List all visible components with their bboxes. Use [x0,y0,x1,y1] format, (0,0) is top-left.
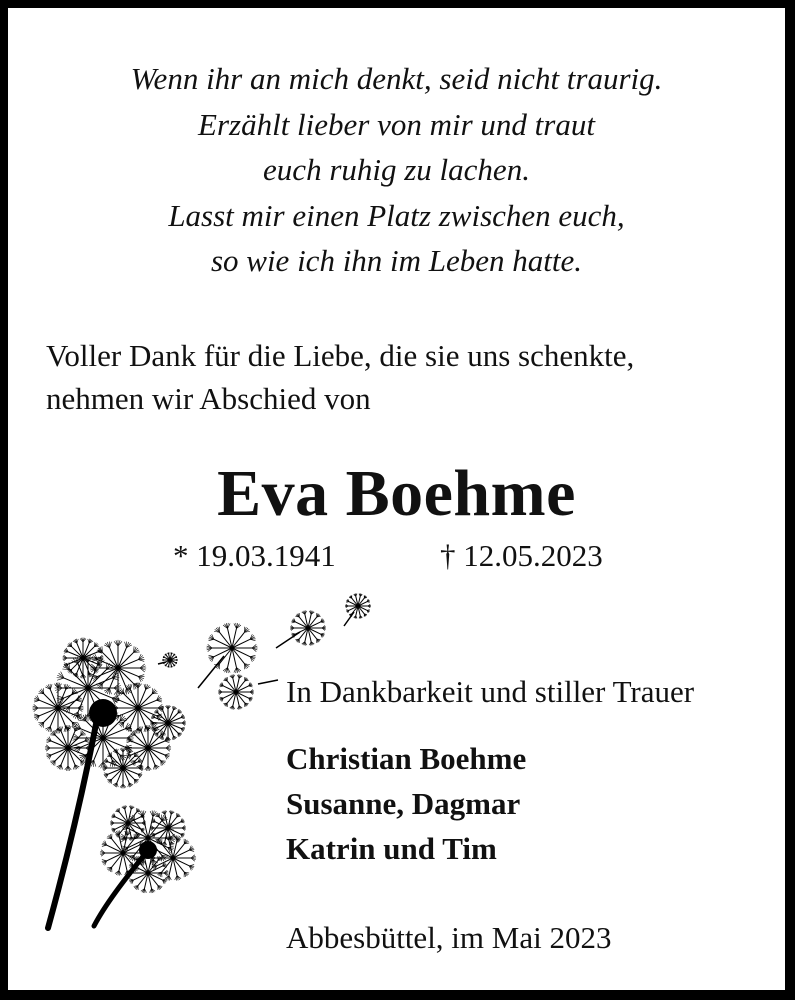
intro-line: Voller Dank für die Liebe, die sie uns schenkte, [46,338,635,373]
mourner-name: Susanne, Dagmar [286,786,521,821]
deceased-name: Eva Boehme [217,457,576,530]
poem-line: Lasst mir einen Platz zwischen euch, [168,197,625,233]
birth-date: * 19.03.1941 [173,538,336,573]
mourner-name: Katrin und Tim [286,831,497,866]
obituary-card [8,8,785,990]
poem-line: euch ruhig zu lachen. [263,152,530,187]
mourner-name: Christian Boehme [286,741,527,776]
mourner-names [286,736,776,871]
mourning-heading: In Dankbarkeit und stiller Trauer [286,674,695,709]
place-date: Abbesbüttel, im Mai 2023 [286,920,612,955]
intro-line: nehmen wir Abschied von [46,381,371,416]
death-date: † 12.05.2023 [440,538,603,573]
poem-line: Wenn ihr an mich denkt, seid nicht traurig. [130,61,663,96]
poem-line: so wie ich ihn im Leben hatte. [210,243,583,278]
poem-line: Erzählt lieber von mir und traut [198,106,595,142]
